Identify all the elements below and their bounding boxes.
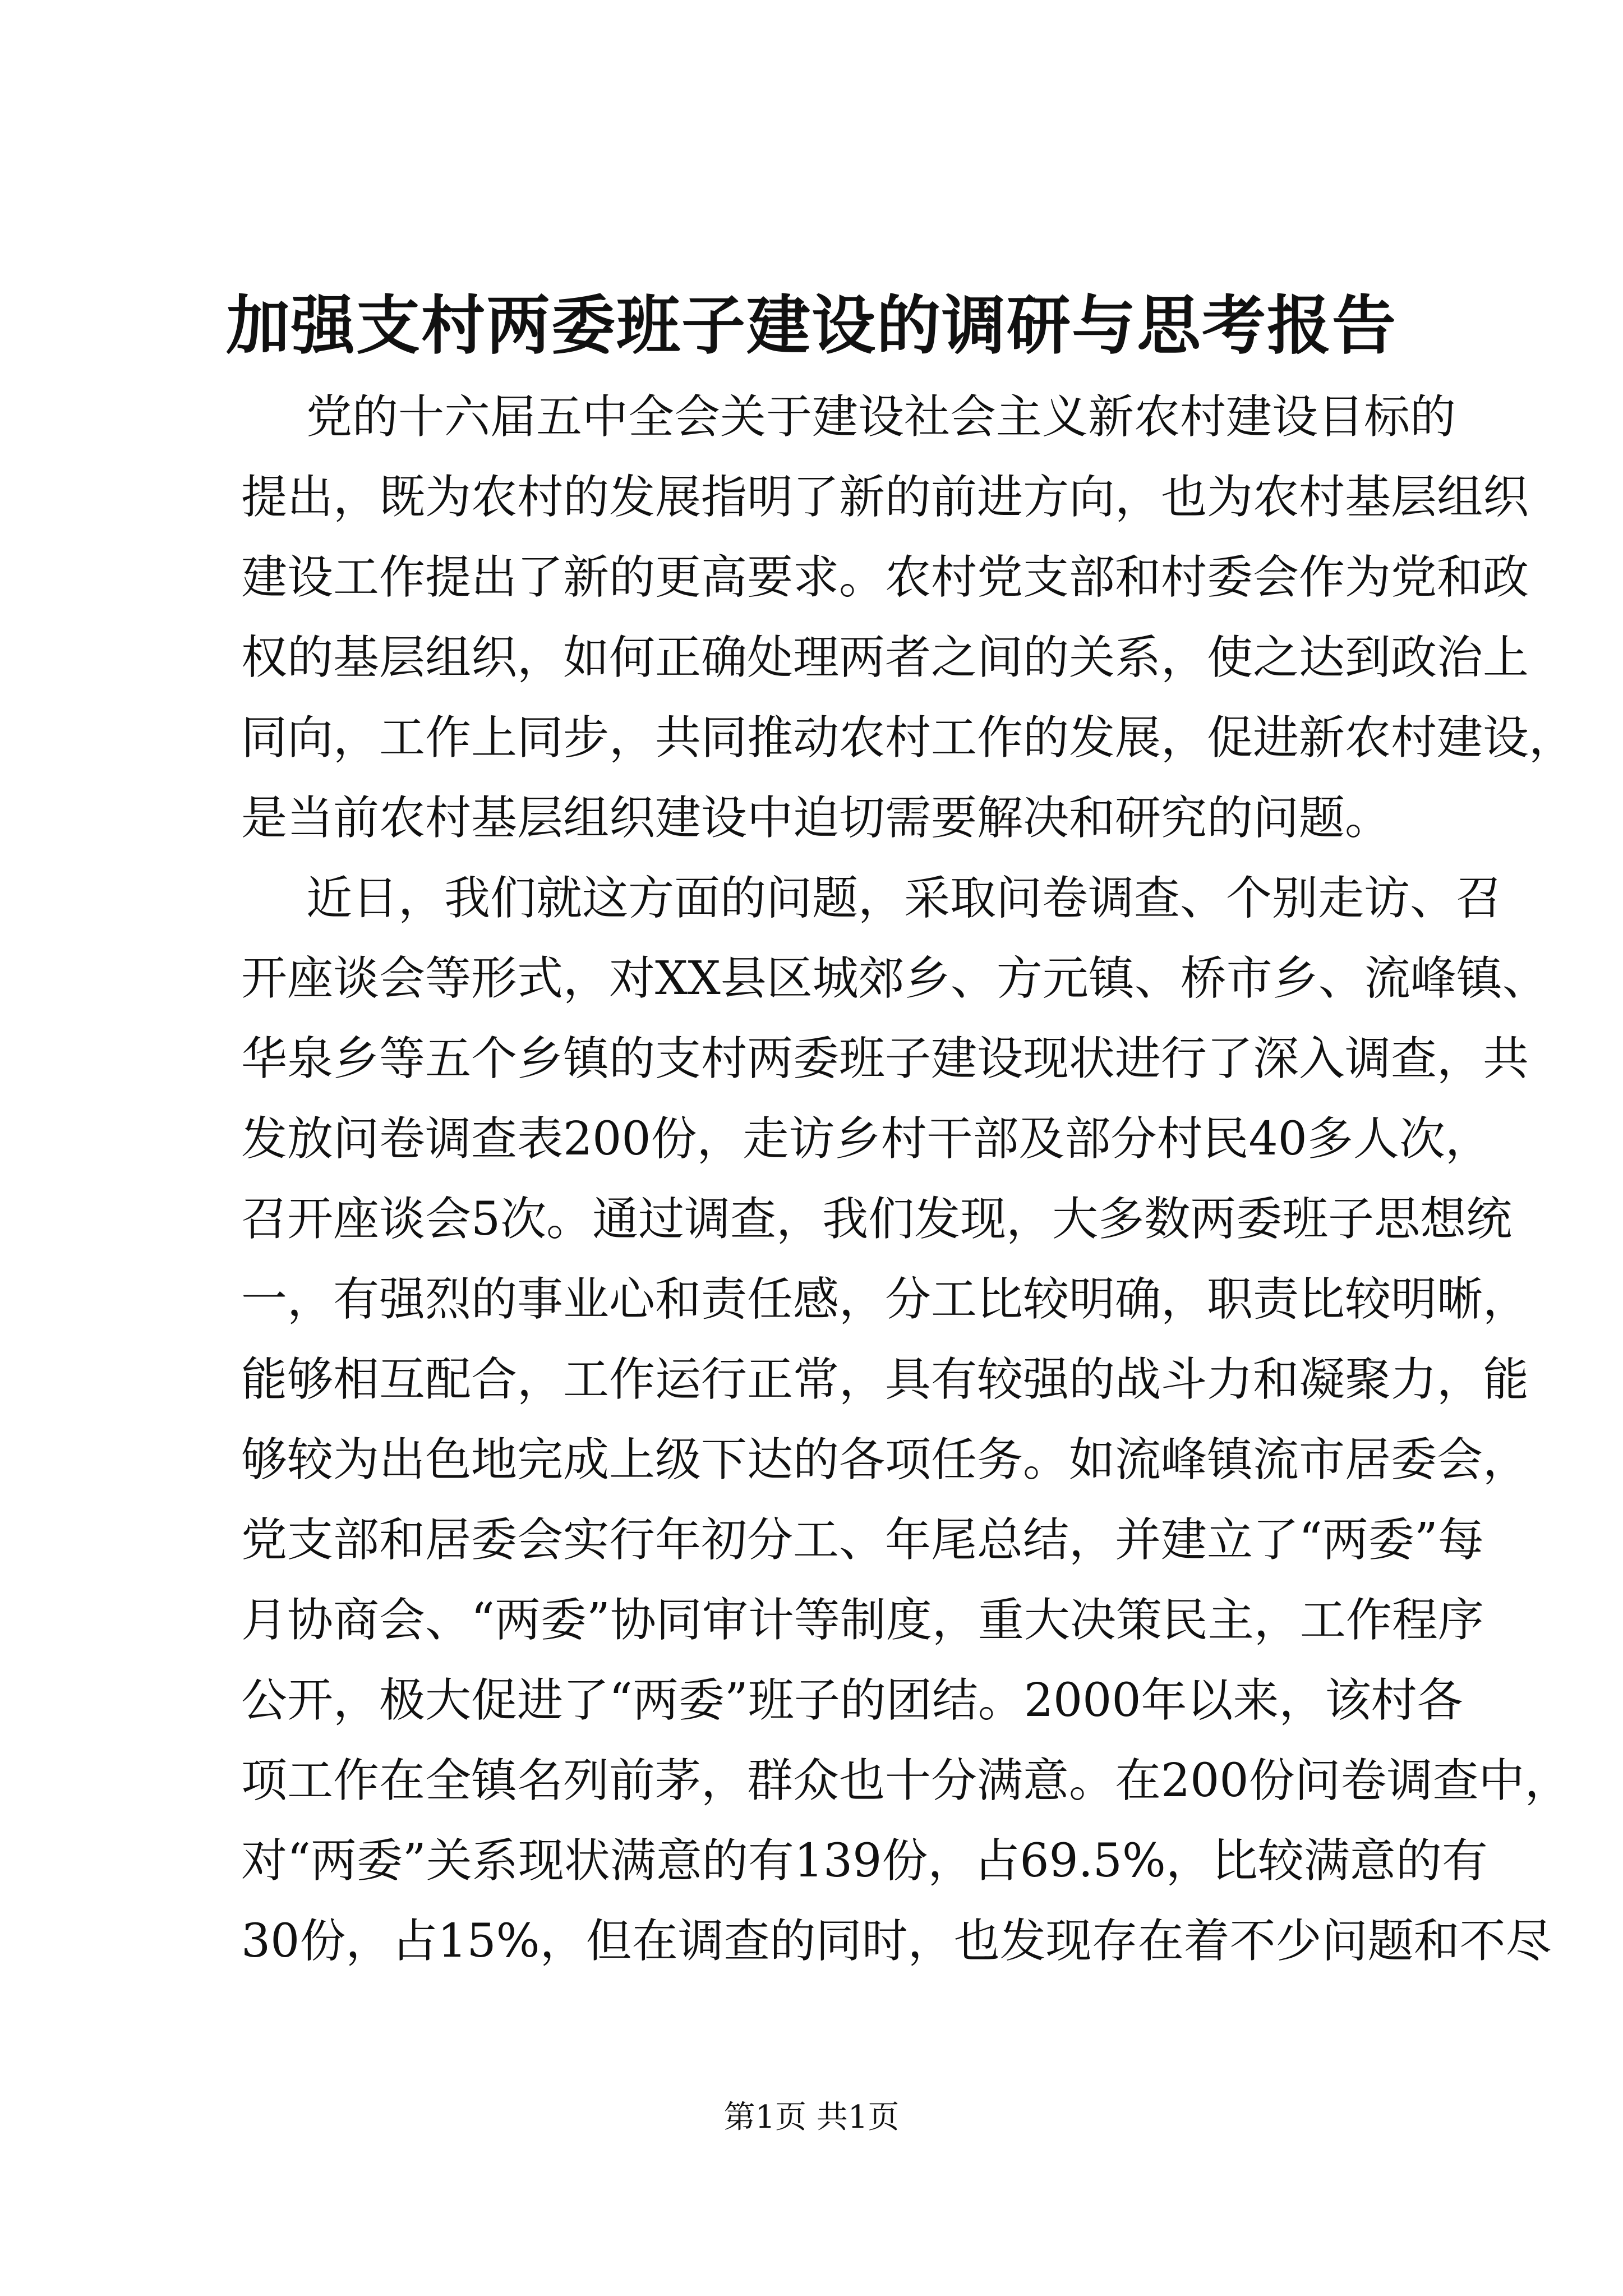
paragraph-line: 发放问卷调查表200份，走访乡村干部及部分村民40多人次， bbox=[241, 1112, 1491, 1166]
paragraph-line: 提出，既为农村的发展指明了新的前进方向，也为农村基层组织 bbox=[241, 471, 1529, 524]
paragraph-line: 项工作在全镇名列前茅，群众也十分满意。在200份问卷调查中， bbox=[241, 1754, 1571, 1807]
paragraph-line: 够较为出色地完成上级下达的各项任务。如流峰镇流市居委会， bbox=[241, 1433, 1529, 1487]
paragraph-line: 权的基层组织，如何正确处理两者之间的关系，使之达到政治上 bbox=[241, 631, 1529, 684]
paragraph-line: 对“两委”关系现状满意的有139份，占69.5%，比较满意的有 bbox=[241, 1834, 1488, 1888]
paragraph-line: 是当前农村基层组织建设中迫切需要解决和研究的问题。 bbox=[241, 792, 1391, 845]
page-footer: 第1页 共1页 bbox=[723, 2099, 900, 2136]
paragraph-line: 30份，占15%，但在调查的同时，也发现存在着不少问题和不尽 bbox=[241, 1915, 1552, 1968]
paragraph-line: 党支部和居委会实行年初分工、年尾总结，并建立了“两委”每 bbox=[241, 1513, 1484, 1567]
paragraph-line: 建设工作提出了新的更高要求。农村党支部和村委会作为党和政 bbox=[241, 551, 1529, 604]
paragraph-line: 月协商会、“两委”协同审计等制度，重大决策民主，工作程序 bbox=[241, 1594, 1484, 1647]
paragraph-line: 华泉乡等五个乡镇的支村两委班子建设现状进行了深入调查，共 bbox=[241, 1032, 1529, 1085]
paragraph-line: 公开，极大促进了“两委”班子的团结。2000年以来，该村各 bbox=[241, 1674, 1463, 1727]
paragraph-line: 召开座谈会5次。通过调查，我们发现，大多数两委班子思想统 bbox=[241, 1193, 1513, 1246]
paragraph-line: 一，有强烈的事业心和责任感，分工比较明确，职责比较明晰， bbox=[241, 1273, 1529, 1326]
paragraph-line: 党的十六届五中全会关于建设社会主义新农村建设目标的 bbox=[306, 390, 1456, 444]
paragraph-line: 能够相互配合，工作运行正常，具有较强的战斗力和凝聚力，能 bbox=[241, 1353, 1529, 1406]
paragraph-line: 同向，工作上同步，共同推动农村工作的发展，促进新农村建设， bbox=[241, 711, 1575, 765]
document-body bbox=[241, 377, 1575, 1981]
document-title: 加强支村两委班子建设的调研与思考报告 bbox=[225, 288, 1397, 363]
paragraph-line: 开座谈会等形式，对XX县区城郊乡、方元镇、桥市乡、流峰镇、 bbox=[241, 952, 1548, 1005]
paragraph-line: 近日，我们就这方面的问题，采取问卷调查、个别走访、召 bbox=[306, 872, 1502, 925]
